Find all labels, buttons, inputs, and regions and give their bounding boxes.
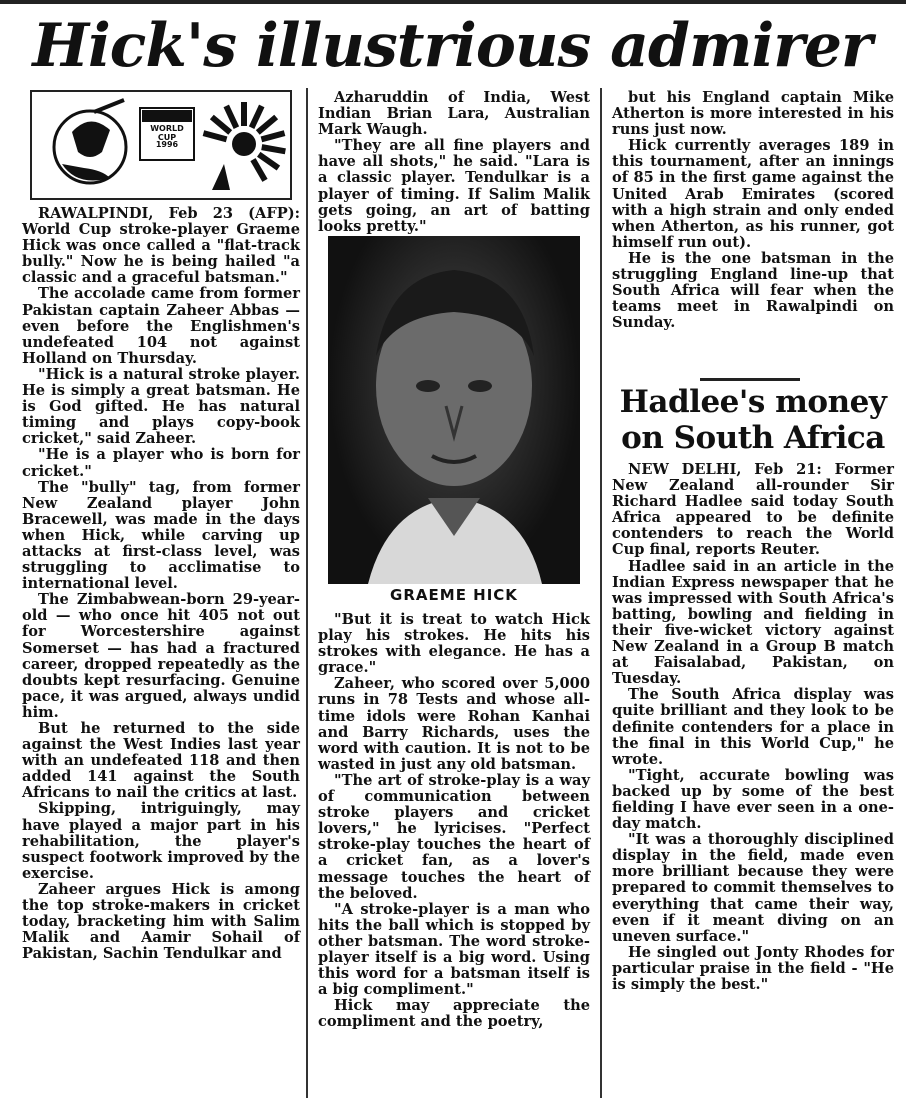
paragraph: "They are all fine players and have all shots," he said. "Lara is a classic player. Tendulkar is a player of timing. If Salim Malik gets going, an art of batting looks pretty." <box>318 137 590 235</box>
world-cup-logo <box>30 90 292 200</box>
graeme-hick-photo <box>328 236 580 584</box>
article-column-3-bottom <box>612 462 894 1097</box>
paragraph: "A stroke-player is a man who hits the ball which is stopped by other batsman. The word stroke-player itself is a big word. Using this word for a batsman itself is a big compliment." <box>318 900 590 999</box>
paragraph: But he returned to the side against the West Indies last year with an undefeated 118 and then added 141 against the South Africans to nail the critics at last. <box>22 720 300 802</box>
logo-text: WORLD CUP <box>150 124 184 142</box>
paragraph: The Zimbabwean-born 29-year-old — who once hit 405 not out for Worcestershire against Somerset — has had a fractured career, dropped repeatedly as the doubts kept resurfacing. Genuine pace, it was argued, always undid him. <box>22 591 300 721</box>
column-rule-2 <box>600 88 602 1098</box>
article-column-3-top <box>612 90 894 370</box>
column-rule-1 <box>306 88 308 1098</box>
paragraph: Skipping, intriguingly, may have played a major part in his rehabilitation, the player's suspect footwork improved by the exercise. <box>22 800 300 882</box>
sub-headline: Hadlee's money on South Africa <box>619 384 887 456</box>
paragraph: RAWALPINDI, Feb 23 (AFP): World Cup stroke-player Graeme Hick was once called a "flat-track bully." Now he is being hailed "a classic and a graceful batsman." <box>22 205 300 287</box>
paragraph: The South Africa display was quite brilliant and they look to be definite contenders for a place in the final in this World Cup," he wrote. <box>612 686 894 768</box>
paragraph: Zaheer, who scored over 5,000 runs in 78 Tests and whose all-time idols were Rohan Kanhai and Barry Richards, uses the word with caution. It is not to be wasted in just any old batsman. <box>318 675 590 773</box>
paragraph: The accolade came from former Pakistan captain Zaheer Abbas — even before the Englishmen's undefeated 104 not against Holland on Thursday. <box>22 285 300 367</box>
paragraph: NEW DELHI, Feb 21: Former New Zealand all-rounder Sir Richard Hadlee said today South Africa appeared to be definite contenders to reach the World Cup final, reports Reuter. <box>612 461 894 559</box>
paragraph: "He is a player who is born for cricket." <box>22 446 300 480</box>
article-column-1 <box>22 206 300 1096</box>
paragraph: Hadlee said in an article in the Indian Express newspaper that he was impressed with South Africa's batting, bowling and fielding in their five-wicket victory against New Zealand in a Group B match at Faisalabad, Pakistan, on Tuesday. <box>612 557 894 688</box>
paragraph: "Tight, accurate bowling was backed up by some of the best fielding I have ever seen in a one-day match. <box>612 766 894 833</box>
section-divider <box>700 378 800 381</box>
paragraph: "But it is treat to watch Hick play his strokes. He hits his strokes with elegance. He has a grace." <box>318 611 590 677</box>
paragraph: The "bully" tag, from former New Zealand player John Bracewell, was made in the days when Hick, while carving up attacks at first-class level, was struggling to acclimatise to international level. <box>22 478 300 593</box>
paragraph: He singled out Jonty Rhodes for particular praise in the field - "He is simply the best." <box>612 943 894 993</box>
article-column-2-top <box>318 89 590 235</box>
paragraph: "Hick is a natural stroke player. He is simply a great batsman. He is God gifted. He has natural timing and plays copy-book cricket," said Zaheer. <box>22 365 300 448</box>
photo-caption: GRAEME HICK <box>390 586 518 604</box>
logo-year: 1996 <box>155 140 179 149</box>
top-rule <box>0 0 906 4</box>
paragraph: "The art of stroke-play is a way of communication between stroke players and cricket lovers," he lyricises. "Perfect stroke-play touches the heart of a cricket fan, as a lover's message touches the heart of the beloved. <box>318 771 590 902</box>
paragraph: Azharuddin of India, West Indian Brian Lara, Australian Mark Waugh. <box>318 89 590 139</box>
paragraph: "It was a thoroughly disciplined display in the field, made even more brilliant because they were prepared to commit themselves to everything that came their way, even if it meant diving on an uneven surface." <box>612 831 894 945</box>
paragraph: Hick may appreciate the compliment and the poetry, <box>318 997 590 1031</box>
paragraph: Zaheer argues Hick is among the top stroke-makers in cricket today, bracketing him with Salim Malik and Aamir Sohail of Pakistan, Sachin Tendulkar and <box>22 880 300 963</box>
paragraph: Hick currently averages 189 in this tournament, after an innings of 85 in the first game against the United Arab Emirates (scored with a high strain and only ended when Atherton, as his runner, got himself run out). <box>612 137 894 251</box>
headline: Hick's illustrious admirer <box>32 11 872 81</box>
article-column-2-bottom <box>318 612 590 1097</box>
paragraph: He is the one batsman in the struggling England line-up that South Africa will fear when the teams meet in Rawalpindi on Sunday. <box>612 249 894 332</box>
paragraph: but his England captain Mike Atherton is more interested in his runs just now. <box>612 89 894 139</box>
